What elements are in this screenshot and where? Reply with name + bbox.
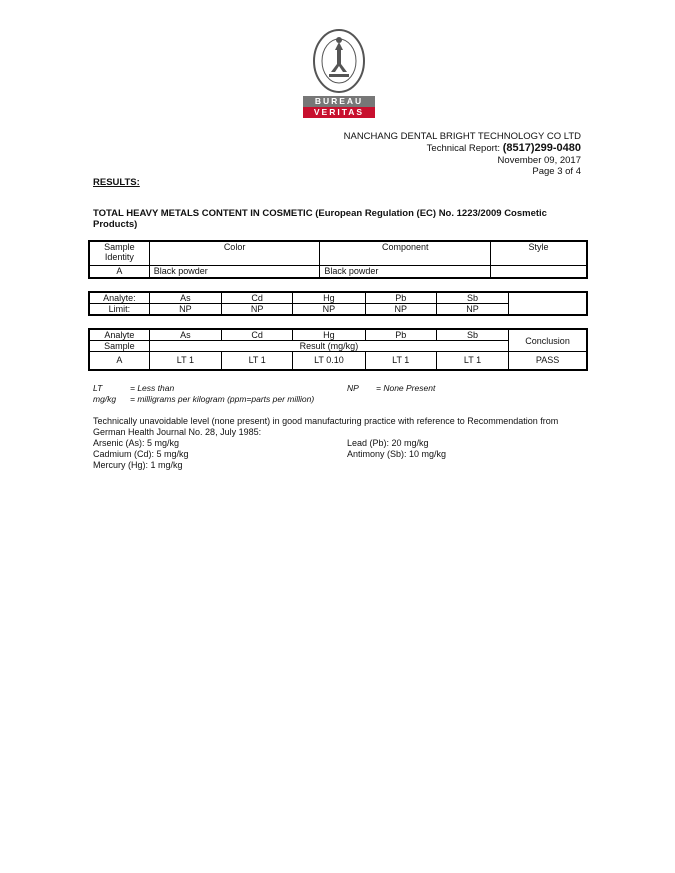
style-cell <box>491 265 587 278</box>
sample-id-cell: A <box>89 265 149 278</box>
report-date: November 09, 2017 <box>497 155 581 166</box>
note-line1: Technically unavoidable level (none present) in good manufacturing practice with reference to Recommendation from <box>93 416 559 426</box>
style-header: Style <box>491 241 587 265</box>
result-cd: LT 1 <box>222 352 293 370</box>
limit-cd: NP <box>222 304 293 316</box>
limit-mercury: Mercury (Hg): 1 mg/kg <box>93 460 183 470</box>
result-analyte-sb: Sb <box>436 329 508 341</box>
analyte-cd: Cd <box>222 292 293 304</box>
analyte-label: Analyte: <box>89 292 149 304</box>
analyte-pb: Pb <box>365 292 436 304</box>
conclusion-header: Conclusion <box>509 329 587 352</box>
limit-hg: NP <box>293 304 365 316</box>
sample-label: Sample <box>89 341 149 352</box>
legend-mgkg-abbr: mg/kg <box>93 394 117 404</box>
report-line <box>427 142 581 154</box>
conclusion-value: PASS <box>509 352 587 370</box>
result-pb: LT 1 <box>365 352 436 370</box>
result-analyte-label: Analyte <box>89 329 149 341</box>
result-sample-a: A <box>89 352 149 370</box>
analyte-sb: Sb <box>436 292 508 304</box>
result-sb: LT 1 <box>436 352 508 370</box>
note-line2: German Health Journal No. 28, July 1985: <box>93 427 262 437</box>
result-analyte-hg: Hg <box>293 329 365 341</box>
report-label: Technical Report: <box>426 143 501 154</box>
result-table <box>88 328 588 371</box>
legend-lt-abbr: LT <box>93 383 103 393</box>
report-number: (8517)299-0480 <box>502 142 581 154</box>
results-heading: RESULTS: <box>93 177 140 188</box>
limit-cadmium: Cadmium (Cd): 5 mg/kg <box>93 449 189 459</box>
sample-identity-header: Sample Identity <box>89 241 149 265</box>
legend-lt-def: = Less than <box>130 383 175 393</box>
component-cell: Black powder <box>320 265 491 278</box>
color-header: Color <box>149 241 320 265</box>
bureau-veritas-logo <box>303 28 375 118</box>
result-analyte-as: As <box>149 329 221 341</box>
page-number: Page 3 of 4 <box>532 166 581 177</box>
result-unit-header: Result (mg/kg) <box>149 341 508 352</box>
limit-arsenic: Arsenic (As): 5 mg/kg <box>93 438 180 448</box>
component-header: Component <box>320 241 491 265</box>
result-analyte-pb: Pb <box>365 329 436 341</box>
limit-table <box>88 291 588 316</box>
limit-blank-cell <box>509 292 587 315</box>
logo-veritas-band: VERITAS <box>303 107 375 118</box>
legend-np-abbr: NP <box>347 383 359 393</box>
seal-icon <box>303 28 375 94</box>
legend-np-def: = None Present <box>376 383 436 393</box>
analyte-hg: Hg <box>293 292 365 304</box>
limit-antimony: Antimony (Sb): 10 mg/kg <box>347 449 447 459</box>
result-as: LT 1 <box>149 352 221 370</box>
legend-mgkg-def: = milligrams per kilogram (ppm=parts per million) <box>130 394 315 404</box>
company-name: NANCHANG DENTAL BRIGHT TECHNOLOGY CO LTD <box>343 131 581 142</box>
logo-bureau-band: BUREAU <box>303 96 375 107</box>
limit-as: NP <box>149 304 221 316</box>
limit-pb: NP <box>365 304 436 316</box>
analyte-as: As <box>149 292 221 304</box>
limit-label: Limit: <box>89 304 149 316</box>
color-cell: Black powder <box>149 265 320 278</box>
section-title: TOTAL HEAVY METALS CONTENT IN COSMETIC (European Regulation (EC) No. 1223/2009 Cosmetic Products) <box>93 208 547 230</box>
sample-table <box>88 240 588 279</box>
limit-sb: NP <box>436 304 508 316</box>
result-analyte-cd: Cd <box>222 329 293 341</box>
limit-lead: Lead (Pb): 20 mg/kg <box>347 438 429 448</box>
result-hg: LT 0.10 <box>293 352 365 370</box>
